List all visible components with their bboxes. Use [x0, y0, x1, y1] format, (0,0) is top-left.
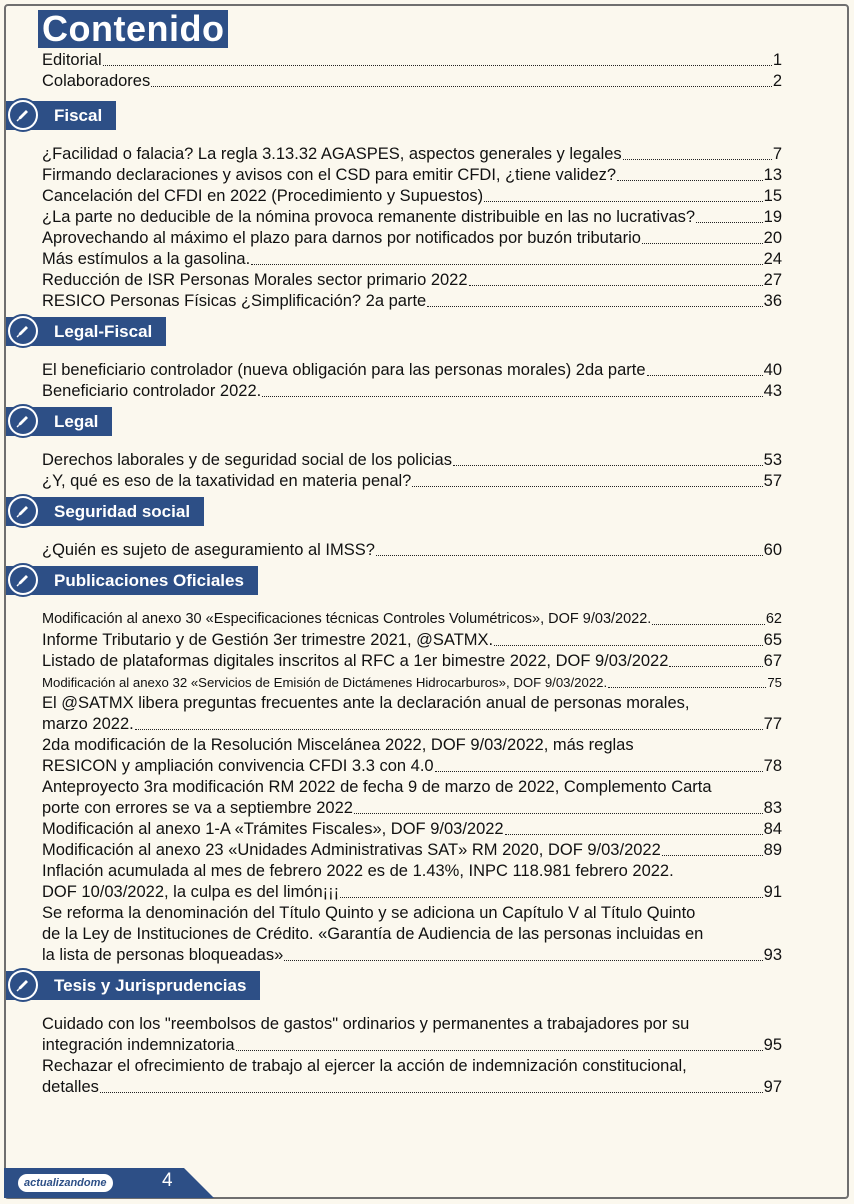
toc-entry[interactable]	[42, 735, 782, 777]
toc-entry-label: Firmando declaraciones y avisos con el CSD para emitir CFDI, ¿tiene validez?	[42, 166, 617, 184]
toc-entry-label: la lista de personas bloqueadas»	[42, 946, 284, 964]
dot-leader	[469, 285, 763, 286]
page-title: Contenido	[38, 10, 228, 48]
toc-entry-line: El @SATMX libera preguntas frecuentes ante la declaración anual de personas morales,	[42, 694, 690, 712]
dot-leader	[151, 86, 772, 87]
title-block	[38, 10, 228, 48]
toc-entry-label: marzo 2022.	[42, 715, 134, 733]
toc-page-number: 62	[765, 611, 782, 627]
toc-entry-label: RESICO Personas Físicas ¿Simplificación? 2a parte	[42, 292, 427, 310]
section-title: Seguridad social	[6, 497, 204, 526]
toc-entry-label: Reducción de ISR Personas Morales sector primario 2022	[42, 271, 468, 289]
toc-entry[interactable]	[42, 609, 782, 630]
toc-entry-row	[42, 756, 782, 777]
dot-leader	[376, 555, 763, 556]
toc-entry[interactable]	[42, 471, 782, 492]
toc-entry-row	[42, 651, 782, 672]
toc-entry[interactable]	[42, 819, 782, 840]
dot-leader	[494, 645, 763, 646]
toc-page-number: 77	[763, 715, 782, 733]
section-header	[6, 496, 782, 527]
toc-entry-label: ¿Quién es sujeto de aseguramiento al IMSS?	[42, 541, 375, 559]
toc-entry[interactable]	[42, 777, 782, 819]
toc-entry-row	[42, 714, 782, 735]
toc-entry[interactable]	[42, 1014, 782, 1056]
toc-entry-line: Anteproyecto 3ra modificación RM 2022 de fecha 9 de marzo de 2022, Complemento Carta	[42, 778, 712, 796]
toc-page-number: 57	[763, 472, 782, 490]
toc-entry-row	[42, 249, 782, 270]
toc-entry-label: ¿La parte no deducible de la nómina provoca remanente distribuible en las no lucrativas?	[42, 208, 696, 226]
dot-leader	[623, 159, 772, 160]
dot-leader	[453, 465, 763, 466]
toc-entry-line: Rechazar el ofrecimiento de trabajo al ejercer la acción de indemnización constitucional,	[42, 1057, 687, 1075]
section-title: Tesis y Jurisprudencias	[6, 971, 260, 1000]
toc-page-number: 13	[763, 166, 782, 184]
dot-leader	[647, 375, 763, 376]
toc-entry-row	[42, 291, 782, 312]
toc-page-number: 7	[772, 145, 782, 163]
toc-entry-row	[42, 186, 782, 207]
toc-page-number: 2	[772, 72, 782, 90]
toc-entry-line: Inflación acumulada al mes de febrero 2022 es de 1.43%, INPC 118.981 febrero 2022.	[42, 862, 674, 880]
toc-page-number: 19	[763, 208, 782, 226]
toc-entry-label: Listado de plataformas digitales inscritos al RFC a 1er bimestre 2022, DOF 9/03/2022	[42, 652, 669, 670]
pen-icon	[10, 972, 36, 998]
toc-entry-label: Modificación al anexo 30 «Especificaciones técnicas Controles Volumétricos», DOF 9/03/2022.	[42, 611, 652, 627]
dot-leader	[669, 666, 762, 667]
dot-leader	[505, 834, 763, 835]
toc-entry[interactable]	[42, 693, 782, 735]
toc-entry-label: El beneficiario controlador (nueva obligación para las personas morales) 2da parte	[42, 361, 646, 379]
toc-entry[interactable]	[42, 450, 782, 471]
toc-entry[interactable]	[42, 144, 782, 165]
section-header	[6, 970, 782, 1001]
toc-page-number: 84	[763, 820, 782, 838]
toc-entry[interactable]	[42, 207, 782, 228]
toc-entry-label: Más estímulos a la gasolina.	[42, 250, 251, 268]
section-header	[6, 565, 782, 596]
toc-entry[interactable]	[42, 50, 782, 71]
dot-leader	[484, 201, 762, 202]
toc-page-number: 95	[763, 1036, 782, 1054]
toc-entry-row	[42, 450, 782, 471]
toc-entry-line: Se reforma la denominación del Título Quinto y se adiciona un Capítulo V al Título Quinto	[42, 904, 696, 922]
toc-entry-label: ¿Facilidad o falacia? La regla 3.13.32 AGASPES, aspectos generales y legales	[42, 145, 622, 163]
dot-leader	[435, 771, 763, 772]
toc-entry-row	[42, 165, 782, 186]
section-title: Legal	[6, 407, 112, 436]
toc-entry-row	[42, 270, 782, 291]
toc-entry-row	[42, 798, 782, 819]
toc-entry-label: Informe Tributario y de Gestión 3er trimestre 2021, @SATMX.	[42, 631, 494, 649]
section-header	[6, 100, 782, 131]
pen-icon	[10, 102, 36, 128]
toc-page-number: 53	[763, 451, 782, 469]
section-title: Legal-Fiscal	[6, 317, 166, 346]
dot-leader	[427, 306, 762, 307]
toc-entry-label: Modificación al anexo 1-A «Trámites Fiscales», DOF 9/03/2022	[42, 820, 504, 838]
toc-page-number: 15	[763, 187, 782, 205]
section-badge-icon	[6, 314, 40, 348]
toc-page-number: 36	[763, 292, 782, 310]
footer	[4, 1168, 214, 1198]
toc-entry[interactable]	[42, 651, 782, 672]
toc-entry-label: RESICON y ampliación convivencia CFDI 3.3 con 4.0	[42, 757, 434, 775]
toc-entry-row	[42, 207, 782, 228]
dot-leader	[608, 687, 766, 688]
toc-entry-row	[42, 882, 782, 903]
toc-entry[interactable]	[42, 630, 782, 651]
dot-leader	[236, 1050, 763, 1051]
toc-page-number: 67	[763, 652, 782, 670]
toc-page-number: 24	[763, 250, 782, 268]
toc-entry[interactable]	[42, 903, 782, 966]
section-badge-icon	[6, 98, 40, 132]
footer-logo: actualizandome	[18, 1174, 113, 1192]
toc-entry-label: Cancelación del CFDI en 2022 (Procedimiento y Supuestos)	[42, 187, 484, 205]
toc-entry-label: porte con errores se va a septiembre 2022	[42, 799, 353, 817]
toc-entry-label: Colaboradores	[42, 72, 151, 90]
dot-leader	[412, 486, 762, 487]
toc-entry-row	[42, 1035, 782, 1056]
toc-page-number: 89	[763, 841, 782, 859]
toc-entry[interactable]	[42, 540, 782, 561]
toc-entry[interactable]	[42, 71, 782, 92]
toc-entry-row	[42, 840, 782, 861]
toc-entry-row	[42, 945, 782, 966]
dot-leader	[340, 897, 762, 898]
toc-entry[interactable]	[42, 360, 782, 381]
toc-entry-row	[42, 144, 782, 165]
toc-page-number: 65	[763, 631, 782, 649]
dot-leader	[262, 396, 762, 397]
toc-entry-row	[42, 1077, 782, 1098]
toc-entry[interactable]	[42, 1056, 782, 1098]
toc-entry[interactable]	[42, 291, 782, 312]
toc-page-number: 1	[772, 51, 782, 69]
toc-entry[interactable]	[42, 270, 782, 291]
toc-page-number: 78	[763, 757, 782, 775]
dot-leader	[652, 624, 765, 625]
dot-leader	[696, 222, 763, 223]
dot-leader	[284, 960, 762, 961]
toc-page-number: 43	[763, 382, 782, 400]
section-badge-icon	[6, 494, 40, 528]
toc-entry-row	[42, 228, 782, 249]
toc-entry[interactable]	[42, 840, 782, 861]
dot-leader	[100, 1092, 763, 1093]
toc-entry-label: ¿Y, qué es eso de la taxatividad en materia penal?	[42, 472, 412, 490]
toc-entry-line: Cuidado con los "reembolsos de gastos" ordinarios y permanentes a trabajadores por su	[42, 1015, 690, 1033]
toc-entry-line: 2da modificación de la Resolución Miscelánea 2022, DOF 9/03/2022, más reglas	[42, 736, 634, 754]
pen-icon	[10, 567, 36, 593]
toc-page-number: 40	[763, 361, 782, 379]
toc-page-number: 20	[763, 229, 782, 247]
toc-entry-label: detalles	[42, 1078, 99, 1096]
section-header	[6, 406, 782, 437]
toc-entry-row	[42, 819, 782, 840]
table-of-contents	[42, 50, 782, 1098]
toc-page-number: 93	[763, 946, 782, 964]
toc-entry-row	[42, 381, 782, 402]
toc-entry-label: Modificación al anexo 32 «Servicios de Emisión de Dictámenes Hidrocarburos», DOF 9/03/2022.	[42, 675, 608, 690]
toc-entry-line: de la Ley de Instituciones de Crédito. «Garantía de Audiencia de las personas incluidas en	[42, 925, 704, 943]
toc-entry-label: Aprovechando al máximo el plazo para darnos por notificados por buzón tributario	[42, 229, 641, 247]
toc-entry-row	[42, 540, 782, 561]
section-badge-icon	[6, 563, 40, 597]
toc-page-number: 97	[763, 1078, 782, 1096]
dot-leader	[662, 855, 763, 856]
dot-leader	[251, 264, 762, 265]
section-title: Publicaciones Oficiales	[6, 566, 258, 595]
toc-entry-label: Modificación al anexo 23 «Unidades Administrativas SAT» RM 2020, DOF 9/03/2022	[42, 841, 661, 859]
toc-entry-label: Beneficiario controlador 2022.	[42, 382, 262, 400]
toc-entry-row	[42, 71, 782, 92]
toc-entry[interactable]	[42, 228, 782, 249]
toc-entry-row	[42, 609, 782, 630]
toc-page-number: 83	[763, 799, 782, 817]
pen-icon	[10, 408, 36, 434]
toc-entry[interactable]	[42, 381, 782, 402]
toc-entry-label: Derechos laborales y de seguridad social de los policias	[42, 451, 452, 469]
toc-entry-row	[42, 360, 782, 381]
toc-entry[interactable]	[42, 165, 782, 186]
dot-leader	[354, 813, 763, 814]
toc-page-number: 60	[763, 541, 782, 559]
toc-entry-row	[42, 50, 782, 71]
section-badge-icon	[6, 968, 40, 1002]
footer-page-number: 4	[162, 1170, 173, 1191]
toc-entry[interactable]	[42, 249, 782, 270]
toc-page-number: 91	[763, 883, 782, 901]
toc-page-number: 75	[767, 675, 782, 690]
pen-icon	[10, 318, 36, 344]
toc-entry-row	[42, 471, 782, 492]
pen-icon	[10, 498, 36, 524]
section-title: Fiscal	[6, 101, 116, 130]
toc-entry[interactable]	[42, 186, 782, 207]
dot-leader	[135, 729, 763, 730]
toc-entry[interactable]	[42, 672, 782, 693]
section-badge-icon	[6, 404, 40, 438]
toc-page-number: 27	[763, 271, 782, 289]
toc-entry-label: DOF 10/03/2022, la culpa es del limón¡¡¡	[42, 883, 340, 901]
toc-entry-label: integración indemnizatoria	[42, 1036, 235, 1054]
dot-leader	[642, 243, 763, 244]
section-header	[6, 316, 782, 347]
toc-entry-label: Editorial	[42, 51, 102, 69]
toc-entry-row	[42, 630, 782, 651]
dot-leader	[617, 180, 763, 181]
toc-entry-row	[42, 672, 782, 693]
dot-leader	[103, 65, 772, 66]
toc-entry[interactable]	[42, 861, 782, 903]
